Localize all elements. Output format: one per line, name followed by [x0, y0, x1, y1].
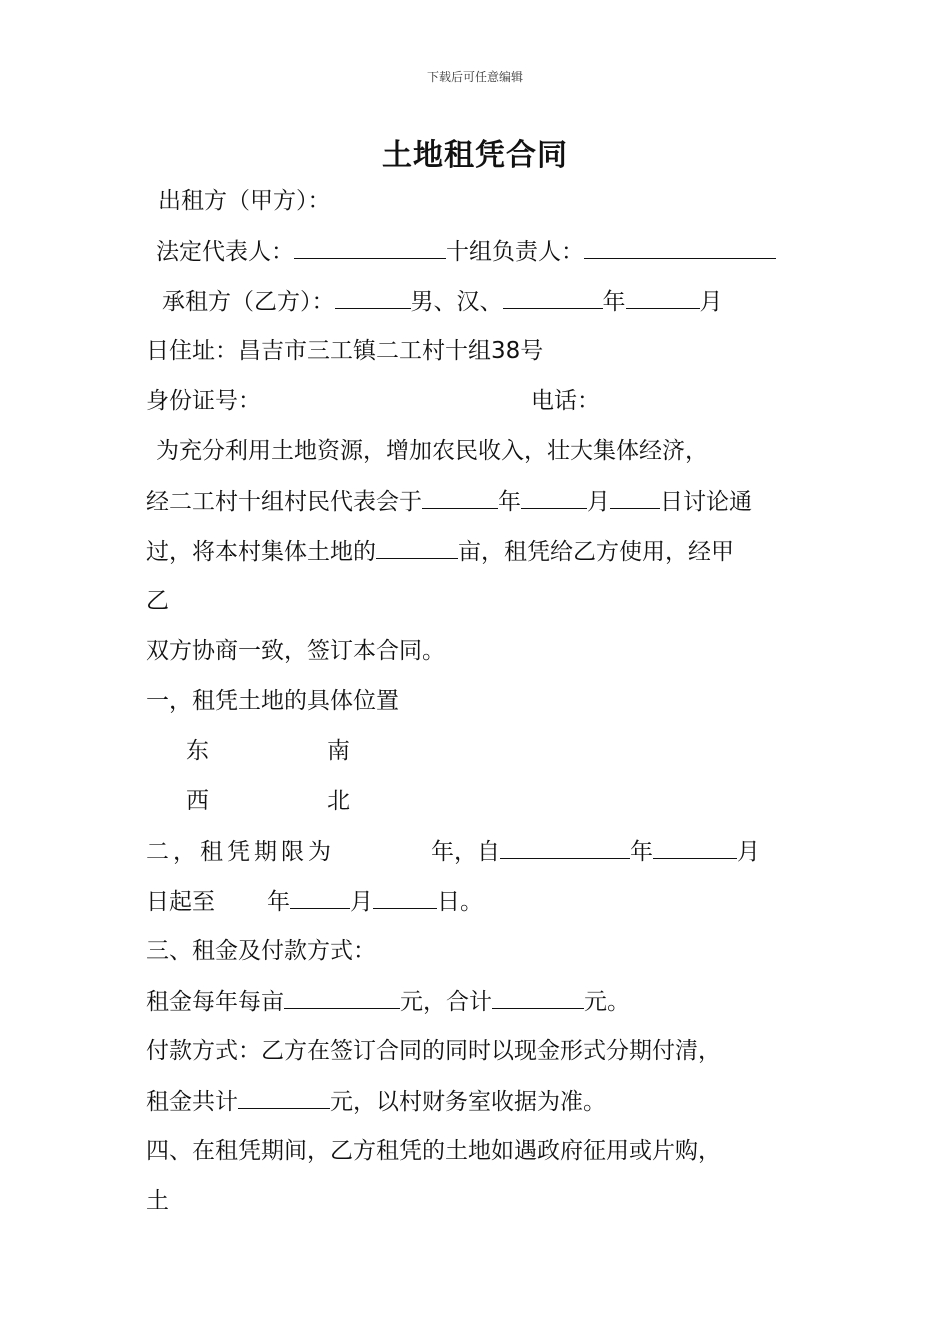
line-land — [146, 536, 734, 567]
line-legal-rep — [156, 236, 776, 267]
text: 男、汉、 — [410, 289, 503, 315]
section-3-heading — [146, 936, 376, 966]
text: 年 — [498, 489, 521, 515]
blank-field[interactable] — [610, 486, 660, 509]
line-id — [146, 386, 600, 416]
text: 承租方（乙方）： — [162, 289, 335, 315]
line-continuation — [146, 1186, 169, 1216]
blank-field[interactable] — [653, 836, 737, 859]
text: 亩，租凭给乙方使用，经甲 — [458, 539, 734, 565]
section-1-heading — [146, 686, 399, 716]
text: 月 — [587, 489, 610, 515]
text: 西 — [186, 788, 209, 814]
blank-field[interactable] — [503, 286, 603, 309]
text: 法定代表人： — [156, 239, 294, 265]
text: 日起至 — [146, 889, 215, 915]
text: 过，将本村集体土地的 — [146, 539, 376, 565]
blank-field[interactable] — [492, 986, 584, 1009]
header-note: 下载后可任意编辑 — [426, 70, 523, 84]
text: 元。 — [584, 989, 630, 1015]
text: 年 — [602, 289, 626, 315]
text: 二，租凭期限为 — [146, 839, 335, 865]
text: 乙 — [146, 588, 169, 614]
line-west-north — [186, 786, 350, 816]
text: 为充分利用土地资源，增加农民收入，壮大集体经济， — [156, 438, 708, 464]
blank-field[interactable] — [335, 286, 411, 309]
text: 东 — [186, 738, 209, 764]
text: 月 — [350, 889, 373, 915]
line-address — [146, 336, 543, 366]
line-rent — [146, 986, 630, 1017]
blank-field[interactable] — [521, 486, 587, 509]
text: 四、在租凭期间，乙方租凭的土地如遇政府征用或片购， — [146, 1138, 721, 1164]
text: 身份证号： — [146, 388, 261, 414]
document-title: 土地租凭合同 — [382, 138, 568, 173]
section-4-heading — [146, 1136, 721, 1166]
text: 南 — [327, 738, 350, 764]
text: 日。 — [437, 889, 483, 915]
text: 年，自 — [431, 839, 500, 865]
line-purpose — [156, 436, 708, 466]
text: 租金共计 — [146, 1089, 238, 1115]
blank-field[interactable] — [422, 486, 498, 509]
text: 出租方（甲方）： — [158, 188, 331, 214]
line-term-end — [146, 886, 483, 917]
blank-field[interactable] — [284, 986, 400, 1009]
text: 三、租金及付款方式： — [146, 938, 376, 964]
blank-field[interactable] — [373, 886, 437, 909]
line-meeting — [146, 486, 752, 517]
text: 租金每年每亩 — [146, 989, 284, 1015]
line-agreement — [146, 636, 445, 666]
blank-field[interactable] — [500, 836, 630, 859]
line-payment — [146, 1036, 721, 1066]
line-east-south — [186, 736, 350, 766]
text: 十组负责人： — [446, 239, 584, 265]
line-yi — [146, 586, 169, 616]
line-lessor — [158, 186, 331, 216]
text: 双方协商一致，签订本合同。 — [146, 638, 445, 664]
text: 月 — [699, 289, 723, 315]
blank-field[interactable] — [584, 236, 776, 259]
blank-field[interactable] — [626, 286, 700, 309]
blank-field[interactable] — [238, 1086, 330, 1109]
text: 付款方式：乙方在签订合同的同时以现金形式分期付清， — [146, 1038, 721, 1064]
line-lessee — [162, 286, 723, 317]
text: 月 — [737, 839, 760, 865]
text: 日讨论通 — [660, 489, 752, 515]
text: 电话： — [531, 388, 600, 414]
text: 日住址：昌吉市三工镇二工村十组38号 — [146, 338, 544, 364]
text: 土 — [146, 1188, 169, 1214]
text: 北 — [327, 788, 350, 814]
blank-field[interactable] — [376, 536, 458, 559]
blank-field[interactable] — [290, 886, 350, 909]
text: 年 — [630, 839, 653, 865]
text: 年 — [267, 889, 290, 915]
text: 元，以村财务室收据为准。 — [330, 1089, 606, 1115]
blank-field[interactable] — [294, 236, 446, 259]
line-rent-total — [146, 1086, 606, 1117]
text: 一，租凭土地的具体位置 — [146, 688, 399, 714]
text: 元，合计 — [400, 989, 492, 1015]
text: 经二工村十组村民代表会于 — [146, 489, 422, 515]
section-2-term — [146, 836, 760, 867]
